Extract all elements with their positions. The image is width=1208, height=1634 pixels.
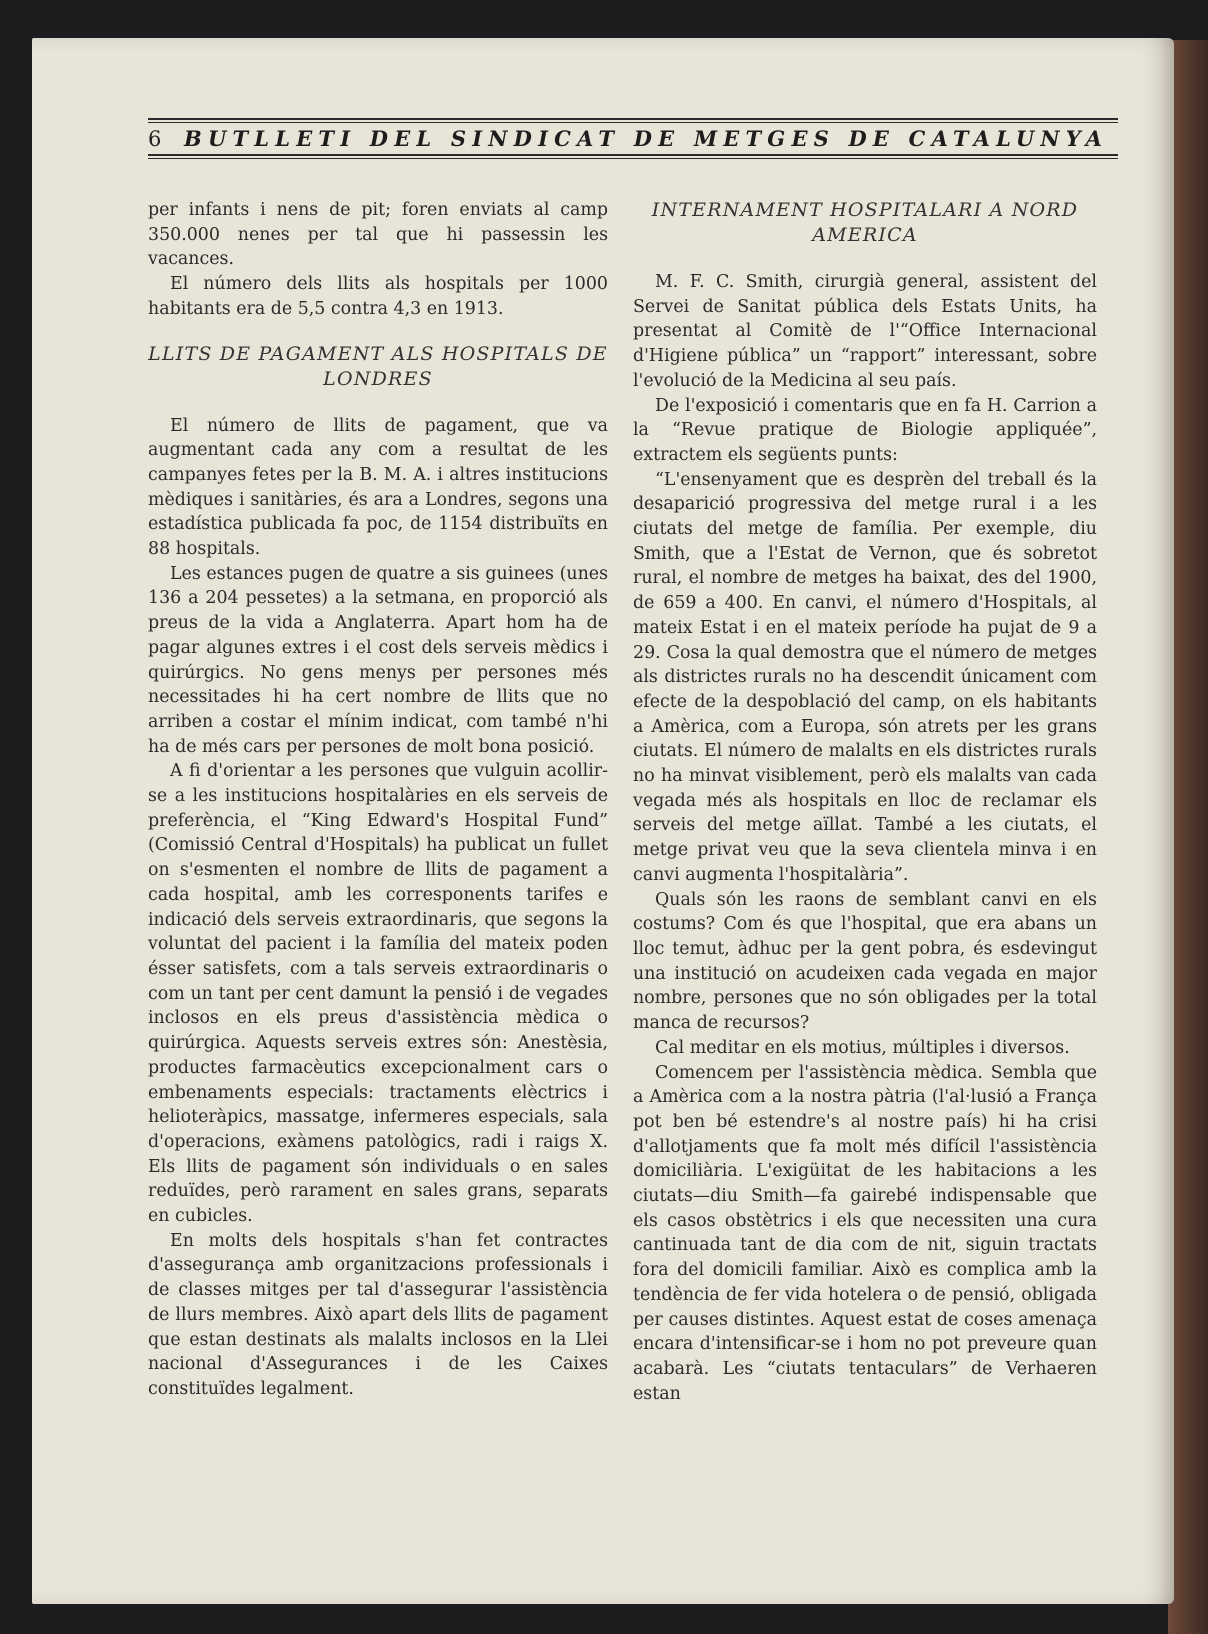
right-paragraph-1: M. F. C. Smith, cirurgià general, assistent del Servei de Sanitat pública dels Estats Units, ha presentat al Comitè de l'“Office Internacional d'Higiene pública” un “rapport” interessant, sobre l'evolució de la Medicina al seu país. xyxy=(633,272,1097,391)
left-paragraph-3: El número de llits de pagament, que va augmentant cada any com a resultat de les campanyes fetes per la B. M. A. i altres institucions mèdiques i sanitàries, és ara a Londres, segons una estadística publicada fa poc, de 1154 distribuïts en 88 hospitals. xyxy=(148,415,608,560)
left-paragraph-1: per infants i nens de pit; foren enviats al camp 350.000 nenes per tal que hi passessin les vacances. xyxy=(148,200,608,270)
page-number: 6 xyxy=(148,127,162,151)
right-paragraph-4: Quals són les raons de semblant canvi en els costums? Com és que l'hospital, que era abans un lloc temut, àdhuc per la gent pobra, és esdevingut una institució on acudeixen cada vegada en major nombre, persones que no són obligades per la total manca de recursos? xyxy=(633,889,1097,1034)
page-header xyxy=(148,82,1118,162)
left-column xyxy=(148,198,608,1402)
right-column xyxy=(633,198,1097,1406)
header-line xyxy=(148,126,1118,152)
left-paragraph-2: El número dels llits als hospitals per 1000 habitants era de 5,5 contra 4,3 en 1913. xyxy=(148,274,608,319)
left-paragraph-6: En molts dels hospitals s'han fet contractes d'assegurança amb organitzacions professionals i de classes mitges per tal d'assegurar l'assistència de llurs membres. Això apart dels llits de pagament que estan destinats als malalts inclosos en la Llei nacional d'Assegurances i de les Caixes constituïdes legalment. xyxy=(148,1230,608,1399)
running-title: BUTLLETI DEL SINDICAT DE METGES DE CATALUNYA xyxy=(184,126,1109,151)
header-rule-top-thin xyxy=(148,122,1118,123)
right-paragraph-6: Comencem per l'assistència mèdica. Sembla que a Amèrica com a la nostra pàtria (l'al·lusió a França pot ben bé estendre's al nostre país) hi ha crisi d'allotjaments que fa molt més difícil l'assistència domiciliària. L'exigüitat de les habitacions a les ciutats—diu Smith—fa gairebé indispensable que els casos obstètrics i els que necessiten una cura cantinuada tant de dia com de nit, siguin tractats fora del domicili familiar. Això es complica amb la tendència de fer vida hotelera o de pensió, obligada per causes distintes. Aquest estat de coses amenaça encara d'intensificar-se i hom no pot preveure quan acabarà. Les “ciutats tentaculars” de Verhaeren estan xyxy=(633,1062,1097,1404)
right-paragraph-2: De l'exposició i comentaris que en fa H. Carrion a la “Revue pratique de Biologie appliquée”, extractem els següents punts: xyxy=(633,395,1097,465)
section-heading-america: INTERNAMENT HOSPITALARI A NORD AMERICA xyxy=(651,199,1079,246)
section-heading-london: LLITS DE PAGAMENT ALS HOSPITALS DE LONDRES xyxy=(148,342,608,390)
header-rule-bottom-thin xyxy=(148,158,1118,159)
left-paragraph-5: A fi d'orientar a les persones que vulguin acollir-se a les institucions hospitalàries en els serveis de preferència, el “King Edward's Hospital Fund” (Comissió Central d'Hospitals) ha publicat un fullet on s'esmenten el nombre de llits de pagament a cada hospital, amb les corresponents tarifes e indicació dels serveis extraordinaris, que segons la voluntat del pacient i la família del mateix poden ésser satisfets, com a tals serveis extraordinaris o com un tant per cent damunt la pensió i de vegades inclosos en els preus d'assistència mèdica o quirúrgica. Aquests serveis extres són: Anestèsia, productes farmacèutics excepcionalment cars o embenaments especials: tractaments elèctrics i helioteràpics, massatge, infermeres especials, sala d'operacions, exàmens patològics, radi i raigs X. Els llits de pagament són individuals o en sales reduïdes, però rarament en sales grans, separats en cubicles. xyxy=(148,761,608,1227)
header-rule-bottom xyxy=(148,154,1118,156)
header-rule-top xyxy=(148,118,1118,120)
right-paragraph-3: “L'ensenyament que es desprèn del treball és la desaparició progressiva del metge rural i a les ciutats del metge de família. Per exemple, diu Smith, que a l'Estat de Vernon, que és sobretot rural, el nombre de metges ha baixat, des del 1900, de 659 a 400. En canvi, el número d'Hospitals, al mateix Estat i en el mateix període ha pujat de 9 a 29. Cosa la qual demostra que el número de metges als districtes rurals no ha descendit únicament com efecte de la despoblació del camp, on els habitants a Amèrica, com a Europa, són atrets per les grans ciutats. El número de malalts en els districtes rurals no ha minvat visiblement, però els malalts van cada vegada més als hospitals en lloc de reclamar els serveis del metge aïllat. També a les ciutats, el metge privat veu que la seva clientela minva i en canvi augmenta l'hospitalària”. xyxy=(633,469,1097,885)
right-paragraph-5: Cal meditar en els motius, múltiples i diversos. xyxy=(655,1037,1070,1058)
book-spine-edge xyxy=(1168,40,1208,1634)
left-paragraph-4: Les estances pugen de quatre a sis guinees (unes 136 a 204 pessetes) a la setmana, en proporció als preus de la vida a Anglaterra. Apart hom ha de pagar algunes extres i el cost dels serveis mèdics i quirúrgics. No gens menys per persones més necessitades hi ha cert nombre de llits que no arriben a costar el mínim indicat, com també n'hi ha de més cars per persones de molt bona posició. xyxy=(148,563,608,757)
